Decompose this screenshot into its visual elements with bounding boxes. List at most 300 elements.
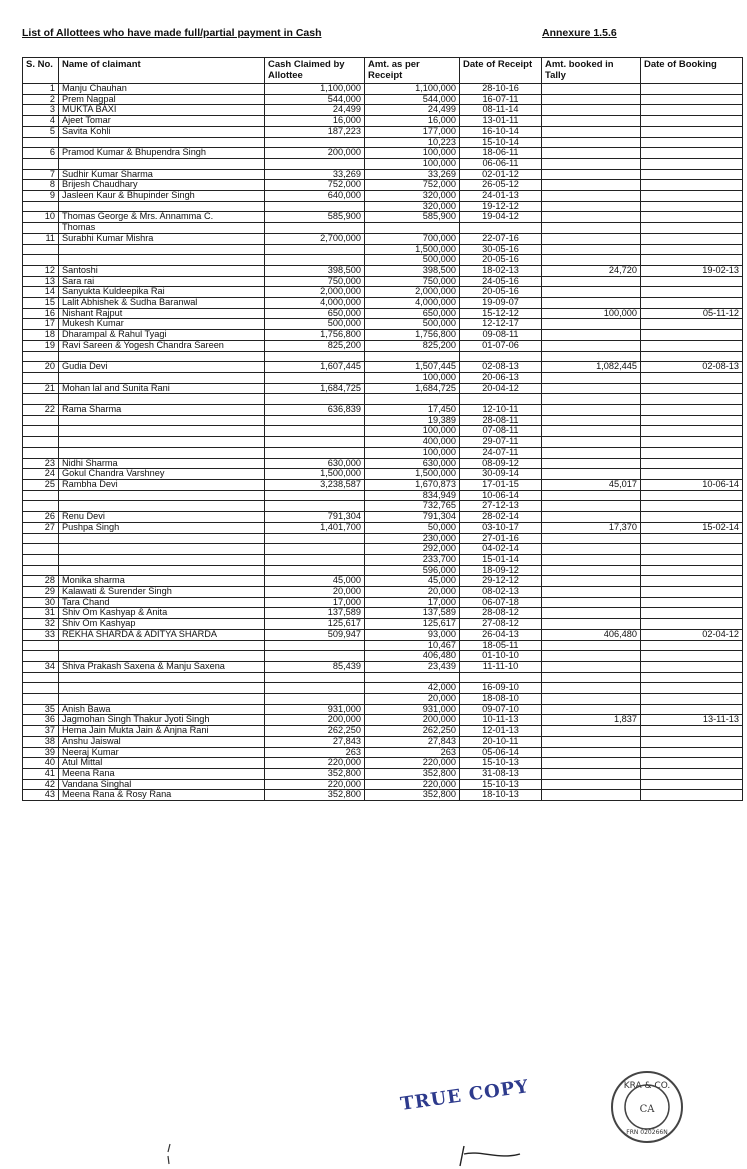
cell-amt-receipt: 230,000 [365,533,460,544]
cell-amt-receipt: 825,200 [365,340,460,351]
cell-sno: 41 [23,768,59,779]
cell-cash-claimed: 931,000 [265,704,365,715]
cell-amt-receipt [365,672,460,683]
cell-date-booking [641,587,743,598]
cell-cash-claimed [265,672,365,683]
cell-amt-receipt: 500,000 [365,319,460,330]
cell-amt-tally [542,779,641,790]
cell-name: Thomas [59,223,265,234]
cell-sno [23,565,59,576]
cell-amt-tally [542,672,641,683]
cell-date-receipt: 01-10-10 [460,651,542,662]
cell-amt-tally: 17,370 [542,522,641,533]
cell-date-booking [641,747,743,758]
cell-date-booking [641,298,743,309]
cell-cash-claimed: 262,250 [265,726,365,737]
cell-amt-tally [542,554,641,565]
cell-sno: 21 [23,383,59,394]
cell-name: Rambha Devi [59,479,265,490]
cell-date-receipt: 29-12-12 [460,576,542,587]
cell-date-receipt: 18-06-11 [460,148,542,159]
cell-amt-receipt: 24,499 [365,105,460,116]
cell-date-booking [641,576,743,587]
cell-name [59,640,265,651]
cell-amt-receipt: 100,000 [365,158,460,169]
cell-date-receipt: 09-07-10 [460,704,542,715]
cell-date-booking: 10-06-14 [641,479,743,490]
cell-date-receipt: 20-10-11 [460,736,542,747]
table-row [23,779,743,790]
cell-date-booking [641,415,743,426]
cell-amt-tally [542,137,641,148]
cell-sno: 35 [23,704,59,715]
cell-amt-receipt: 45,000 [365,576,460,587]
col-header-sno: S. No. [23,58,59,84]
table-row [23,233,743,244]
cell-sno: 2 [23,94,59,105]
cell-date-receipt: 06-06-11 [460,158,542,169]
cell-date-receipt: 12-10-11 [460,405,542,416]
cell-name: Rama Sharma [59,405,265,416]
table-row [23,276,743,287]
cell-cash-claimed: 1,100,000 [265,84,365,95]
cell-cash-claimed [265,437,365,448]
cell-date-booking [641,544,743,555]
cell-date-booking [641,405,743,416]
cell-amt-tally [542,394,641,405]
table-row [23,565,743,576]
cell-amt-tally [542,704,641,715]
cell-name: Mohan lal and Sunita Rani [59,383,265,394]
cell-sno: 6 [23,148,59,159]
cell-name [59,244,265,255]
cell-date-receipt: 08-11-14 [460,105,542,116]
cell-name [59,372,265,383]
cell-name: Ajeet Tomar [59,116,265,127]
cell-date-booking [641,383,743,394]
cell-sno: 29 [23,587,59,598]
cell-cash-claimed: 585,900 [265,212,365,223]
cell-date-receipt: 19-09-07 [460,298,542,309]
cell-date-receipt: 10-11-13 [460,715,542,726]
cell-amt-receipt: 732,765 [365,501,460,512]
cell-amt-tally: 1,082,445 [542,362,641,373]
cell-sno: 39 [23,747,59,758]
cell-amt-tally [542,340,641,351]
cell-sno: 24 [23,469,59,480]
cell-sno [23,223,59,234]
cell-amt-tally [542,726,641,737]
cell-date-booking [641,340,743,351]
cell-amt-receipt: 137,589 [365,608,460,619]
cell-name [59,694,265,705]
cell-amt-tally [542,212,641,223]
cell-sno: 28 [23,576,59,587]
cell-cash-claimed [265,501,365,512]
cell-sno [23,490,59,501]
cell-date-receipt: 28-08-11 [460,415,542,426]
table-row [23,736,743,747]
cell-amt-receipt: 596,000 [365,565,460,576]
cell-date-booking [641,94,743,105]
cell-date-booking [641,704,743,715]
cell-date-booking [641,640,743,651]
cell-amt-tally [542,180,641,191]
cell-amt-receipt: 834,949 [365,490,460,501]
cell-amt-receipt: 585,900 [365,212,460,223]
cell-date-receipt: 20-05-16 [460,287,542,298]
cell-sno: 11 [23,233,59,244]
table-row [23,437,743,448]
table-row [23,768,743,779]
cell-amt-receipt: 263 [365,747,460,758]
cell-date-booking: 02-08-13 [641,362,743,373]
cell-date-receipt: 08-09-12 [460,458,542,469]
signature-mark-icon [440,1140,550,1168]
cell-sno: 3 [23,105,59,116]
cell-amt-tally [542,201,641,212]
cell-name: Jagmohan Singh Thakur Jyoti Singh [59,715,265,726]
cell-cash-claimed: 27,843 [265,736,365,747]
cell-name: REKHA SHARDA & ADITYA SHARDA [59,629,265,640]
cell-amt-tally [542,233,641,244]
cell-date-receipt: 20-06-13 [460,372,542,383]
cell-date-booking: 15-02-14 [641,522,743,533]
allottees-table [22,57,743,801]
cell-amt-tally [542,298,641,309]
cell-sno: 36 [23,715,59,726]
cell-cash-claimed: 2,700,000 [265,233,365,244]
cell-date-receipt: 18-05-11 [460,640,542,651]
cell-name: Shiv Om Kashyap [59,619,265,630]
cell-sno: 22 [23,405,59,416]
cell-cash-claimed [265,223,365,234]
cell-amt-receipt: 406,480 [365,651,460,662]
cell-date-booking [641,758,743,769]
cell-amt-tally [542,255,641,266]
table-row [23,629,743,640]
cell-sno: 34 [23,661,59,672]
cell-amt-tally [542,94,641,105]
cell-date-booking [641,169,743,180]
cell-amt-receipt: 650,000 [365,308,460,319]
cell-sno [23,651,59,662]
cell-cash-claimed: 85,439 [265,661,365,672]
cell-date-receipt: 02-01-12 [460,169,542,180]
table-row [23,244,743,255]
cell-cash-claimed [265,137,365,148]
cell-sno: 9 [23,191,59,202]
cell-amt-receipt: 1,500,000 [365,244,460,255]
cell-amt-tally [542,597,641,608]
col-header-amt-tally: Amt. booked in Tally [542,58,641,84]
cell-date-booking [641,565,743,576]
cell-date-booking [641,276,743,287]
cell-date-receipt: 26-05-12 [460,180,542,191]
cell-name: Anish Bawa [59,704,265,715]
cell-amt-receipt: 1,500,000 [365,469,460,480]
cell-amt-receipt: 220,000 [365,758,460,769]
cell-amt-receipt: 17,000 [365,597,460,608]
cell-cash-claimed: 630,000 [265,458,365,469]
cell-cash-claimed: 4,000,000 [265,298,365,309]
cell-cash-claimed: 3,238,587 [265,479,365,490]
cell-date-receipt: 22-07-16 [460,233,542,244]
cell-cash-claimed: 544,000 [265,94,365,105]
cell-name: Santoshi [59,265,265,276]
cell-date-booking [641,287,743,298]
cell-amt-tally [542,415,641,426]
cell-cash-claimed: 1,500,000 [265,469,365,480]
cell-sno: 33 [23,629,59,640]
cell-amt-receipt: 233,700 [365,554,460,565]
cell-cash-claimed: 752,000 [265,180,365,191]
cell-date-booking: 13-11-13 [641,715,743,726]
cell-date-receipt [460,672,542,683]
cell-sno [23,672,59,683]
cell-date-receipt: 18-02-13 [460,265,542,276]
cell-amt-tally: 100,000 [542,308,641,319]
cell-name: Sudhir Kumar Sharma [59,169,265,180]
cell-sno: 5 [23,126,59,137]
cell-name: Savita Kohli [59,126,265,137]
cell-date-receipt: 11-11-10 [460,661,542,672]
cell-date-receipt: 20-05-16 [460,255,542,266]
cell-date-receipt: 29-07-11 [460,437,542,448]
cell-amt-receipt: 931,000 [365,704,460,715]
cell-amt-tally [542,544,641,555]
cell-cash-claimed: 1,401,700 [265,522,365,533]
table-row [23,694,743,705]
cell-sno [23,683,59,694]
cell-sno [23,437,59,448]
cell-sno: 19 [23,340,59,351]
cell-date-receipt: 24-07-11 [460,447,542,458]
cell-amt-tally [542,640,641,651]
cell-cash-claimed: 825,200 [265,340,365,351]
cell-amt-tally: 406,480 [542,629,641,640]
cell-name: Neeraj Kumar [59,747,265,758]
cell-date-receipt: 05-06-14 [460,747,542,758]
cell-cash-claimed [265,651,365,662]
cell-amt-receipt: 100,000 [365,447,460,458]
cell-sno: 7 [23,169,59,180]
cell-cash-claimed [265,415,365,426]
cell-sno: 37 [23,726,59,737]
cell-name: Anshu Jaiswal [59,736,265,747]
cell-cash-claimed [265,640,365,651]
cell-date-receipt: 04-02-14 [460,544,542,555]
cell-cash-claimed: 20,000 [265,587,365,598]
cell-name: Ravi Sareen & Yogesh Chandra Sareen [59,340,265,351]
cell-date-receipt: 07-08-11 [460,426,542,437]
cell-sno [23,554,59,565]
cell-amt-tally [542,105,641,116]
cell-sno: 38 [23,736,59,747]
cell-cash-claimed: 650,000 [265,308,365,319]
cell-date-receipt: 17-01-15 [460,479,542,490]
cell-sno [23,544,59,555]
cell-amt-receipt: 16,000 [365,116,460,127]
cell-amt-receipt: 352,800 [365,768,460,779]
firm-seal-icon [608,1068,686,1146]
cell-amt-tally [542,426,641,437]
col-header-cash-claimed: Cash Claimed by Allottee [265,58,365,84]
cell-name: MUKTA BAXI [59,105,265,116]
cell-amt-receipt: 750,000 [365,276,460,287]
cell-sno [23,137,59,148]
cell-name: Thomas George & Mrs. Annamma C. [59,212,265,223]
cell-amt-tally [542,747,641,758]
table-row [23,351,743,362]
cell-amt-tally [542,651,641,662]
cell-amt-tally [542,608,641,619]
cell-date-receipt: 02-08-13 [460,362,542,373]
cell-cash-claimed: 500,000 [265,319,365,330]
cell-amt-receipt: 2,000,000 [365,287,460,298]
cell-sno [23,447,59,458]
table-row [23,522,743,533]
cell-date-booking [641,469,743,480]
cell-amt-receipt: 1,100,000 [365,84,460,95]
cell-amt-tally [542,512,641,523]
cell-amt-tally [542,790,641,801]
cell-amt-tally [542,84,641,95]
cell-name [59,201,265,212]
cell-cash-claimed [265,565,365,576]
cell-amt-tally [542,447,641,458]
annexure-label: Annexure 1.5.6 [542,27,617,39]
cell-date-receipt: 15-10-13 [460,758,542,769]
cell-cash-claimed [265,544,365,555]
cell-amt-receipt [365,394,460,405]
cell-cash-claimed: 263 [265,747,365,758]
cell-cash-claimed [265,447,365,458]
cell-amt-tally [542,405,641,416]
cell-date-booking [641,126,743,137]
cell-date-booking [641,651,743,662]
cell-date-receipt: 27-01-16 [460,533,542,544]
cell-date-receipt: 30-09-14 [460,469,542,480]
cell-amt-receipt: 100,000 [365,372,460,383]
cell-sno: 8 [23,180,59,191]
cell-date-receipt: 31-08-13 [460,768,542,779]
table-row [23,512,743,523]
table-row [23,672,743,683]
cell-cash-claimed [265,694,365,705]
cell-amt-tally [542,758,641,769]
cell-date-receipt [460,394,542,405]
cell-date-receipt: 10-06-14 [460,490,542,501]
cell-date-booking [641,661,743,672]
cell-amt-receipt: 33,269 [365,169,460,180]
cell-name [59,651,265,662]
cell-amt-tally [542,169,641,180]
table-row [23,223,743,234]
cell-date-booking [641,619,743,630]
cell-name: Mukesh Kumar [59,319,265,330]
cell-date-receipt [460,223,542,234]
cell-sno: 20 [23,362,59,373]
table-row [23,426,743,437]
cell-date-booking: 02-04-12 [641,629,743,640]
cell-name: Nidhi Sharma [59,458,265,469]
cell-cash-claimed [265,372,365,383]
cell-name [59,544,265,555]
cell-amt-tally [542,372,641,383]
cell-date-booking [641,597,743,608]
cell-amt-tally [542,533,641,544]
table-row [23,790,743,801]
cell-date-booking [641,158,743,169]
cell-cash-claimed [265,554,365,565]
cell-cash-claimed: 45,000 [265,576,365,587]
cell-sno: 23 [23,458,59,469]
cell-cash-claimed: 509,947 [265,629,365,640]
col-header-name: Name of claimant [59,58,265,84]
true-copy-stamp: TRUE COPY [399,1076,531,1115]
cell-cash-claimed [265,533,365,544]
table-row [23,447,743,458]
cell-name: Meena Rana & Rosy Rana [59,790,265,801]
cell-name [59,490,265,501]
table-row [23,94,743,105]
cell-cash-claimed: 1,607,445 [265,362,365,373]
table-row [23,383,743,394]
cell-amt-receipt: 630,000 [365,458,460,469]
cell-amt-receipt: 10,223 [365,137,460,148]
cell-name: Pushpa Singh [59,522,265,533]
svg-text:FRN 020266N: FRN 020266N [626,1129,668,1136]
cell-date-booking [641,490,743,501]
col-header-date-receipt: Date of Receipt [460,58,542,84]
table-row [23,287,743,298]
cell-amt-receipt: 320,000 [365,201,460,212]
cell-cash-claimed: 2,000,000 [265,287,365,298]
cell-amt-receipt: 42,000 [365,683,460,694]
cell-amt-tally [542,319,641,330]
cell-date-booking [641,608,743,619]
cell-sno [23,426,59,437]
cell-date-booking [641,255,743,266]
cell-cash-claimed [265,426,365,437]
cell-amt-tally [542,768,641,779]
cell-sno: 26 [23,512,59,523]
cell-date-booking [641,244,743,255]
cell-sno [23,640,59,651]
cell-date-receipt: 08-02-13 [460,587,542,598]
cell-amt-tally: 45,017 [542,479,641,490]
cell-sno: 32 [23,619,59,630]
cell-amt-tally [542,191,641,202]
table-header-row [23,58,743,84]
cell-sno: 27 [23,522,59,533]
table-row [23,715,743,726]
cell-amt-tally: 24,720 [542,265,641,276]
cell-amt-tally [542,287,641,298]
cell-amt-receipt: 27,843 [365,736,460,747]
cell-name: Kalawati & Surender Singh [59,587,265,598]
cell-amt-receipt: 292,000 [365,544,460,555]
cell-cash-claimed: 33,269 [265,169,365,180]
cell-name: Tara Chand [59,597,265,608]
table-row [23,533,743,544]
cell-amt-tally [542,148,641,159]
cell-amt-receipt: 125,617 [365,619,460,630]
table-row [23,126,743,137]
cell-name [59,565,265,576]
cell-cash-claimed: 137,589 [265,608,365,619]
